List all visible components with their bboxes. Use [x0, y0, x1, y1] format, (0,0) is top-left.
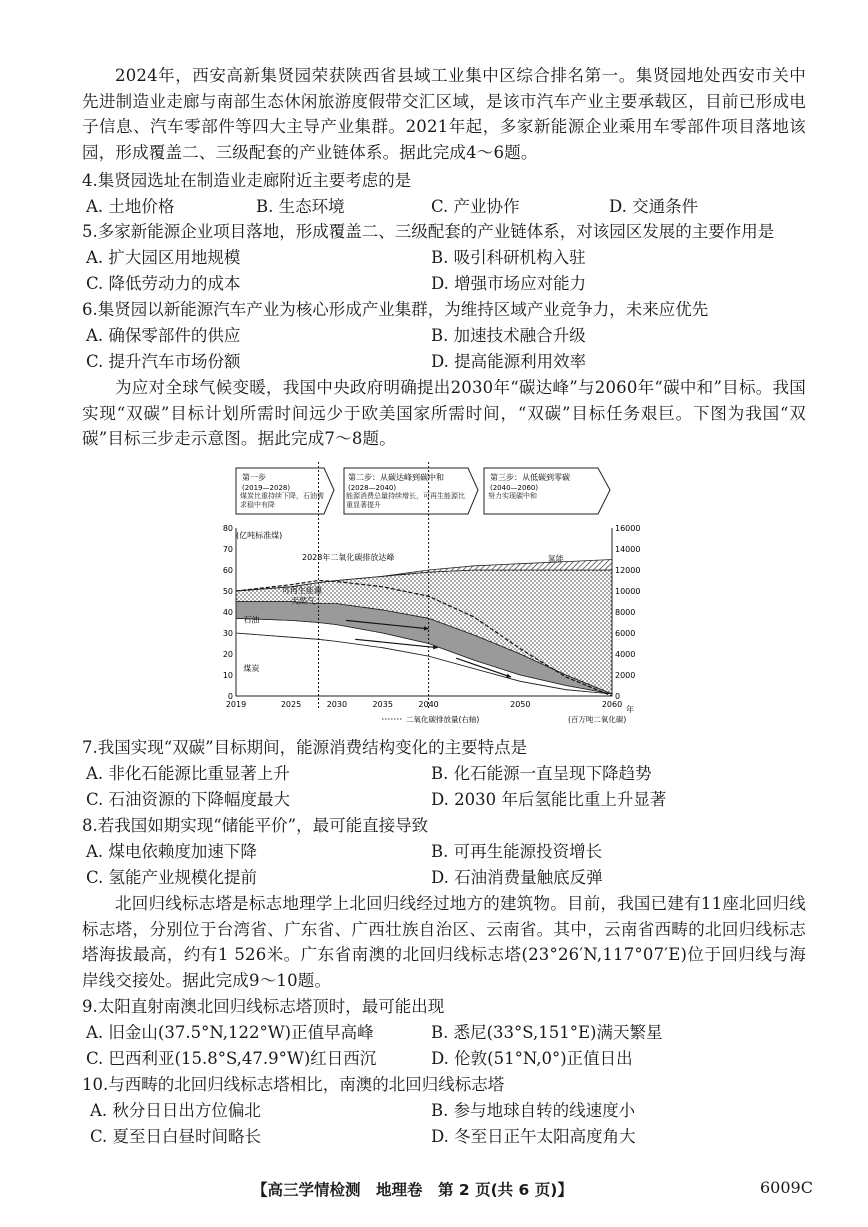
question-7-option-b: B. 化石能源一直呈现下降趋势	[431, 764, 652, 783]
left-tick-label: 10	[222, 671, 233, 680]
question-6-stem: 6.集贤园以新能源汽车产业为核心形成产业集群，为维持区域产业竞争力，未来应优先	[82, 300, 709, 319]
left-tick-label: 30	[222, 629, 233, 638]
right-axis-label: (百万吨二氧化碳)	[568, 715, 627, 724]
series-label: 天然气	[291, 596, 316, 606]
right-tick-label: 12000	[615, 566, 641, 575]
x-tick-label: 2030	[326, 700, 348, 709]
x-tick-label: 2060	[601, 700, 623, 709]
left-tick-label: 20	[222, 650, 233, 659]
question-6-option-d: D. 提高能源利用效率	[431, 352, 587, 371]
question-10-stem: 10.与西畴的北回归线标志塔相比，南澳的北回归线标志塔	[82, 1075, 505, 1094]
left-axis-label: (亿吨标准煤)	[236, 531, 283, 540]
right-tick-label: 14000	[615, 545, 641, 554]
question-10-option-b: B. 参与地球自转的线速度小	[431, 1101, 636, 1120]
question-10-option-a: A. 秋分日日出方位偏北	[90, 1101, 261, 1120]
step-banner-1	[236, 468, 334, 514]
dual-carbon-chart	[222, 460, 650, 728]
right-tick-label: 2000	[615, 671, 636, 680]
question-8-option-c: C. 氢能产业规模化提前	[86, 868, 258, 887]
x-tick-label: 2019	[225, 700, 247, 709]
left-tick-label: 0	[227, 692, 233, 701]
question-5-option-d: D. 增强市场应对能力	[431, 274, 587, 293]
question-4-option-c: C. 产业协作	[431, 197, 520, 216]
step-1-title: 第一步	[242, 473, 266, 482]
passage-dual-carbon: 为应对全球气候变暖，我国中央政府明确提出2030年“碳达峰”与2060年“碳中和”目标。我国实现“双碳”目标计划所需时间远少于欧美国家所需时间，“双碳”目标任务艰巨。下图为我国“双碳”目标三步走示意图。据此完成7～8题。	[82, 378, 806, 449]
question-4-option-a: A. 土地价格	[86, 197, 175, 216]
question-7-option-a: A. 非化石能源比重显著上升	[86, 764, 290, 783]
question-4-stem: 4.集贤园选址在制造业走廊附近主要考虑的是	[82, 171, 412, 190]
left-tick-label: 40	[222, 608, 233, 617]
right-tick-label: 4000	[615, 650, 636, 659]
question-4-option-d: D. 交通条件	[609, 197, 699, 216]
question-6-option-a: A. 确保零部件的供应	[86, 326, 241, 345]
step-1-period: (2019—2028)	[242, 484, 291, 492]
question-10-option-c: C. 夏至日白昼时间略长	[90, 1127, 262, 1146]
x-tick-label: 2050	[510, 700, 531, 709]
question-5-option-c: C. 降低劳动力的成本	[86, 274, 241, 293]
question-6-option-b: B. 加速技术融合升级	[431, 326, 586, 345]
right-tick-label: 0	[615, 692, 621, 701]
left-tick-label: 60	[222, 566, 233, 575]
step-1-text: 煤炭比重持续下降，石油需求稳中有降	[240, 492, 324, 509]
right-tick-label: 6000	[615, 629, 636, 638]
left-tick-label: 70	[222, 545, 233, 554]
question-10-option-d: D. 冬至日正午太阳高度角大	[431, 1127, 636, 1146]
question-6-option-c: C. 提升汽车市场份额	[86, 352, 241, 371]
footer-title: 【高三学情检测 地理卷 第 2 页(共 6 页)】	[252, 1181, 573, 1199]
series-label: 可再生能源	[281, 586, 322, 596]
question-9-stem: 9.太阳直射南澳北回归线标志塔顶时，最可能出现	[82, 997, 445, 1016]
question-5-stem: 5.多家新能源企业项目落地，形成覆盖二、三级配套的产业链体系，对该园区发展的主要作用是	[82, 222, 775, 241]
step-3-period: (2040—2060)	[490, 484, 539, 492]
dual-carbon-figure	[222, 460, 650, 728]
question-9-option-c: C. 巴西利亚(15.8°S,47.9°W)红日西沉	[86, 1049, 377, 1068]
x-unit-label: 年	[626, 705, 634, 714]
x-tick-label: 2040	[418, 700, 439, 709]
left-tick-label: 50	[222, 587, 233, 596]
question-4-option-b: B. 生态环境	[256, 197, 345, 216]
peak-annotation: 2028年二氧化碳排放达峰	[302, 553, 395, 562]
question-9-option-d: D. 伦敦(51°N,0°)正值日出	[431, 1049, 633, 1068]
series-label: 氢能	[547, 554, 564, 564]
question-7-stem: 7.我国实现“双碳”目标期间，能源消费结构变化的主要特点是	[82, 738, 528, 757]
series-label: 石油	[243, 615, 260, 625]
right-tick-label: 8000	[615, 608, 636, 617]
x-tick-label: 2025	[280, 700, 302, 709]
question-5-option-b: B. 吸引科研机构入驻	[431, 248, 586, 267]
question-7-option-d: D. 2030 年后氢能比重上升显著	[431, 790, 667, 809]
question-9-option-a: A. 旧金山(37.5°N,122°W)正值早高峰	[86, 1023, 374, 1042]
step-2-text: 能源消费总量持续增长，可再生能源比重显著提升	[346, 492, 465, 509]
right-tick-label: 10000	[615, 587, 641, 596]
question-8-option-b: B. 可再生能源投资增长	[431, 842, 603, 861]
step-3-title: 第三步：从低碳到零碳	[490, 473, 570, 482]
question-5-option-a: A. 扩大园区用地规模	[86, 248, 241, 267]
left-tick-label: 80	[222, 524, 233, 533]
question-8-option-d: D. 石油消费量触底反弹	[431, 868, 603, 887]
question-8-stem: 8.若我国如期实现“储能平价”，最可能直接导致	[82, 816, 429, 835]
right-tick-label: 16000	[615, 524, 641, 533]
step-3-text: 努力实现碳中和	[488, 492, 537, 500]
step-2-period: (2028—2040)	[348, 484, 397, 492]
x-tick-label: 2035	[372, 700, 393, 709]
passage-tropic-tower: 北回归线标志塔是标志地理学上北回归线经过地方的建筑物。目前，我国已建有11座北回归线标志塔，分别位于台湾省、广东省、广西壮族自治区、云南省。其中，云南省西畴的北回归线标志塔海拔最高，约有1 526米。广东省南澳的北回归线标志塔(23°26′N,117°07′E)位于回归线与海岸线交接处。据此完成9～10题。	[82, 894, 806, 990]
series-label: 煤炭	[243, 663, 260, 673]
step-banner-2	[344, 468, 478, 514]
step-2-title: 第二步：从碳达峰到碳中和	[348, 473, 444, 482]
passage-industrial-park: 2024年，西安高新集贤园荣获陕西省县域工业集中区综合排名第一。集贤园地处西安市关中先进制造业走廊与南部生态休闲旅游度假带交汇区域，是该市汽车产业主要承载区，目前已形成电子信息、汽车零部件等四大主导产业集群。2021年起，多家新能源企业乘用车零部件项目落地该园，形成覆盖二、三级配套的产业链体系。据此完成4～6题。	[82, 66, 806, 162]
footer-code: 6009C	[760, 1178, 813, 1197]
question-8-option-a: A. 煤电依赖度加速下降	[86, 842, 257, 861]
question-7-option-c: C. 石油资源的下降幅度最大	[86, 790, 291, 809]
legend-label: 二氧化碳排放量(右轴)	[406, 715, 480, 724]
step-banner-3	[484, 468, 610, 514]
question-9-option-b: B. 悉尼(33°S,151°E)满天繁星	[431, 1023, 663, 1042]
